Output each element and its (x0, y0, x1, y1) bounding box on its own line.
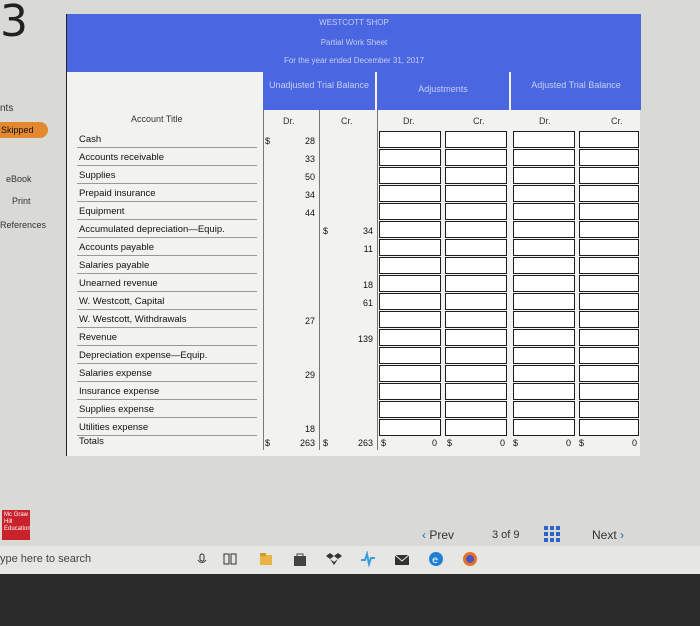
unadj-dr-header: Dr. (283, 116, 295, 126)
adjusted-credit-input[interactable] (579, 185, 639, 202)
adjustment-credit-input[interactable] (445, 365, 507, 382)
adjusted-debit-input[interactable] (513, 419, 575, 436)
grid-view-icon[interactable] (544, 526, 560, 545)
adjustment-credit-input[interactable] (445, 185, 507, 202)
sidebar-label-points: nts (0, 103, 14, 114)
adjusted-debit-input[interactable] (513, 383, 575, 400)
adjustment-debit-input[interactable] (379, 203, 441, 220)
adjustment-credit-input[interactable] (445, 257, 507, 274)
references-link[interactable]: References (0, 220, 47, 230)
adjustment-credit-input[interactable] (445, 131, 507, 148)
unadjusted-debit-value: 34 (304, 190, 315, 200)
adjustment-debit-input[interactable] (379, 311, 441, 328)
adjusted-debit-input[interactable] (513, 293, 575, 310)
work-sheet-header (67, 14, 641, 72)
account-title-cell: Accounts receivable (77, 148, 257, 166)
adjustment-debit-input[interactable] (379, 275, 441, 292)
adjustment-debit-input[interactable] (379, 293, 441, 310)
adjusted-credit-input[interactable] (579, 203, 639, 220)
unadjusted-credit-value: 18 (362, 280, 373, 290)
period-label: For the year ended December 31, 2017 (283, 56, 425, 65)
adjusted-credit-input[interactable] (579, 221, 639, 238)
unadjusted-debit-value: 28 (304, 136, 315, 146)
unadjusted-debit-value: 29 (304, 370, 315, 380)
prev-button[interactable] (422, 528, 454, 542)
file-explorer-icon[interactable] (258, 551, 274, 567)
unadjusted-debit-value: 44 (304, 208, 315, 218)
adjustments-header: Adjustments (377, 72, 509, 110)
print-link[interactable]: Print (12, 196, 31, 206)
unadjusted-debit-value: 18 (304, 424, 315, 434)
adjusted-debit-input[interactable] (513, 239, 575, 256)
totals-dollar-sign: $ (579, 438, 585, 448)
adjusted-credit-input[interactable] (579, 149, 639, 166)
adjusted-credit-input[interactable] (579, 383, 639, 400)
ebook-link[interactable]: eBook (6, 174, 32, 184)
adjustment-credit-input[interactable] (445, 347, 507, 364)
account-title-cell: Accumulated depreciation—Equip. (77, 220, 257, 238)
firefox-icon[interactable] (462, 551, 478, 567)
adjustment-credit-input[interactable] (445, 203, 507, 220)
total-unadjusted-credit: 263 (357, 438, 373, 448)
adjustment-credit-input[interactable] (445, 383, 507, 400)
grid-line (377, 110, 378, 450)
total-adjustments-credit: 0 (499, 438, 505, 448)
account-title-cell: Prepaid insurance (77, 184, 257, 202)
adjustment-credit-input[interactable] (445, 419, 507, 436)
adjusted-debit-input[interactable] (513, 311, 575, 328)
adjustment-credit-input[interactable] (445, 311, 507, 328)
adjusted-credit-input[interactable] (579, 329, 639, 346)
total-adjustments-debit: 0 (431, 438, 437, 448)
taskbar (0, 546, 700, 574)
adjusted-debit-input[interactable] (513, 203, 575, 220)
adjustment-credit-input[interactable] (445, 293, 507, 310)
unadjusted-credit-value: 34 (362, 226, 373, 236)
account-title-cell: Utilities expense (77, 418, 257, 436)
adjustment-debit-input[interactable] (379, 167, 441, 184)
mail-icon[interactable] (394, 551, 410, 567)
adjustment-debit-input[interactable] (379, 131, 441, 148)
adjusted-debit-input[interactable] (513, 401, 575, 418)
adjusted-debit-input[interactable] (513, 131, 575, 148)
account-title-cell: Equipment (77, 202, 257, 220)
unadjusted-debit-value: 27 (304, 316, 315, 326)
adjustment-credit-input[interactable] (445, 329, 507, 346)
skipped-badge[interactable]: Skipped (0, 122, 48, 138)
unadj-cr-header: Cr. (341, 116, 353, 126)
chevron-right-icon: › (620, 528, 625, 542)
adjustment-debit-input[interactable] (379, 239, 441, 256)
account-title-cell: Depreciation expense—Equip. (77, 346, 257, 364)
mcgraw-hill-logo: Mc Graw Hill Education (2, 510, 30, 540)
adjtb-cr-header: Cr. (611, 116, 623, 126)
account-title-cell: Cash (77, 130, 257, 148)
work-sheet (66, 14, 640, 456)
totals-dollar-sign: $ (447, 438, 453, 448)
adjustment-debit-input[interactable] (379, 365, 441, 382)
totals-dollar-sign: $ (381, 438, 387, 448)
adjustment-credit-input[interactable] (445, 239, 507, 256)
grid-line (263, 110, 264, 450)
adjusted-debit-input[interactable] (513, 347, 575, 364)
monitor-bezel (0, 574, 700, 626)
adjusted-credit-input[interactable] (579, 347, 639, 364)
adjustment-debit-input[interactable] (379, 149, 441, 166)
adjusted-credit-input[interactable] (579, 311, 639, 328)
adjusted-debit-input[interactable] (513, 257, 575, 274)
account-title-cell: Unearned revenue (77, 274, 257, 292)
adjusted-credit-input[interactable] (579, 167, 639, 184)
adjustment-debit-input[interactable] (379, 419, 441, 436)
store-icon[interactable] (292, 551, 308, 567)
adjustment-debit-input[interactable] (379, 383, 441, 400)
task-view-icon[interactable] (222, 551, 238, 567)
account-title-cell: Salaries payable (77, 256, 257, 274)
edge-browser-icon[interactable] (428, 551, 444, 567)
unadjusted-trial-balance-header: Unadjusted Trial Balance (263, 72, 375, 110)
totals-dollar-sign: $ (265, 438, 271, 448)
account-title-cell: Accounts payable (77, 238, 257, 256)
adjustment-debit-input[interactable] (379, 347, 441, 364)
next-label: Next (592, 528, 617, 542)
dropbox-icon[interactable] (326, 551, 342, 567)
account-title-header: Account Title (131, 114, 183, 124)
adjtb-dr-header: Dr. (539, 116, 551, 126)
unadjusted-credit-value: 139 (357, 334, 373, 344)
adjusted-credit-input[interactable] (579, 275, 639, 292)
adjustment-debit-input[interactable] (379, 401, 441, 418)
totals-label: Totals (79, 436, 104, 447)
adjustment-credit-input[interactable] (445, 167, 507, 184)
adjusted-debit-input[interactable] (513, 221, 575, 238)
adjusted-debit-input[interactable] (513, 185, 575, 202)
adjusted-debit-input[interactable] (513, 275, 575, 292)
chevron-left-icon: ‹ (422, 528, 426, 542)
adjusted-credit-input[interactable] (579, 131, 639, 148)
adjusted-debit-input[interactable] (513, 167, 575, 184)
adjustment-debit-input[interactable] (379, 329, 441, 346)
adjusted-credit-input[interactable] (579, 401, 639, 418)
company-name: WESTCOTT SHOP (319, 18, 389, 27)
adjusted-credit-input[interactable] (579, 419, 639, 436)
adjustment-credit-input[interactable] (445, 275, 507, 292)
adj-dr-header: Dr. (403, 116, 415, 126)
account-title-cell: Salaries expense (77, 364, 257, 382)
credit-dollar-sign: $ (323, 226, 329, 236)
svg-text:e: e (432, 555, 439, 566)
unadjusted-debit-value: 33 (304, 154, 315, 164)
totals-dollar-sign: $ (513, 438, 519, 448)
adjustment-debit-input[interactable] (379, 221, 441, 238)
sheet-title: Partial Work Sheet (320, 38, 388, 47)
adjusted-credit-input[interactable] (579, 365, 639, 382)
microphone-icon[interactable] (194, 551, 210, 567)
prev-label: Prev (429, 528, 455, 542)
unadjusted-credit-value: 61 (362, 298, 373, 308)
adjusted-credit-input[interactable] (579, 293, 639, 310)
adjustment-credit-input[interactable] (445, 149, 507, 166)
adjustment-debit-input[interactable] (379, 185, 441, 202)
adjusted-trial-balance-header: Adjusted Trial Balance (511, 72, 641, 110)
account-title-cell: Revenue (77, 328, 257, 346)
adjusted-debit-input[interactable] (513, 329, 575, 346)
unadjusted-credit-value: 11 (363, 244, 373, 254)
next-button[interactable] (592, 528, 624, 542)
unadjusted-debit-value: 50 (304, 172, 315, 182)
account-title-cell: Supplies expense (77, 400, 257, 418)
adjustment-debit-input[interactable] (379, 257, 441, 274)
account-title-cell: W. Westcott, Capital (77, 292, 257, 310)
account-title-cell: W. Westcott, Withdrawals (77, 310, 257, 328)
account-title-cell: Supplies (77, 166, 257, 184)
pulse-app-icon[interactable] (360, 551, 376, 567)
question-position: 3 of 9 (492, 529, 520, 541)
adjusted-debit-input[interactable] (513, 365, 575, 382)
question-number: 3 (0, 0, 28, 47)
taskbar-search-input[interactable]: ype here to search (0, 553, 92, 565)
grid-line (319, 110, 320, 450)
adj-cr-header: Cr. (473, 116, 485, 126)
adjusted-debit-input[interactable] (513, 149, 575, 166)
account-title-cell: Insurance expense (77, 382, 257, 400)
adjusted-credit-input[interactable] (579, 239, 639, 256)
total-adjusted-debit: 0 (565, 438, 571, 448)
total-unadjusted-debit: 263 (299, 438, 315, 448)
total-adjusted-credit: 0 (631, 438, 637, 448)
debit-dollar-sign: $ (265, 136, 271, 146)
totals-dollar-sign: $ (323, 438, 329, 448)
adjustment-credit-input[interactable] (445, 221, 507, 238)
adjusted-credit-input[interactable] (579, 257, 639, 274)
adjustment-credit-input[interactable] (445, 401, 507, 418)
